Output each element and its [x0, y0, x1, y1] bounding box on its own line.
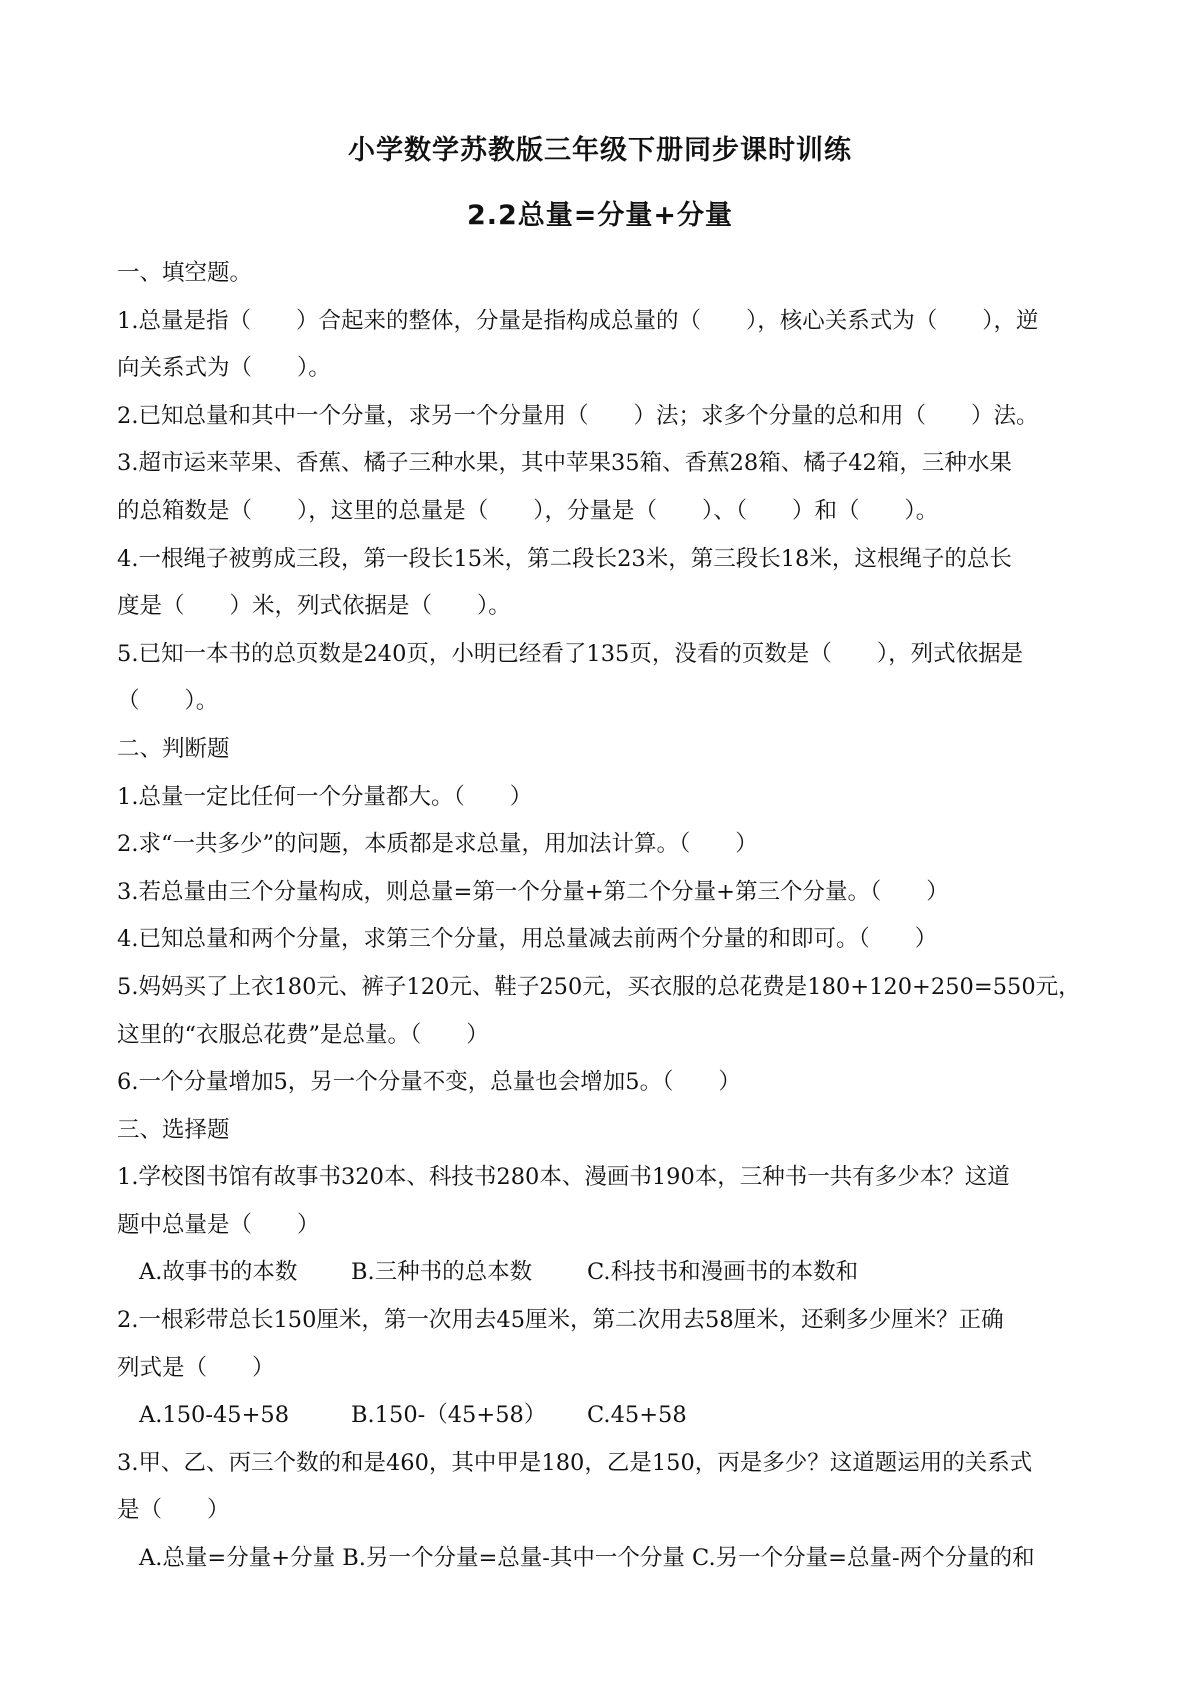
question-line: 1.总量是指（ ）合起来的整体，分量是指构成总量的（ ），核心关系式为（ ），逆 — [117, 307, 1039, 334]
question-line: 这里的“衣服总花费”是总量。（ ） — [117, 1021, 489, 1048]
choice-option: B.150-（45+58） — [351, 1402, 547, 1429]
choice-options-row — [117, 1392, 1097, 1440]
question-line: 1.总量一定比任何一个分量都大。（ ） — [117, 783, 533, 810]
worksheet-body — [117, 250, 1097, 1583]
choice-options-row — [117, 1249, 1097, 1297]
choice-option: C.科技书和漫画书的本数和 — [587, 1259, 859, 1286]
section-heading-multiple-choice: 三、选择题 — [117, 1116, 230, 1143]
question-line: 2.一根彩带总长150厘米，第一次用去45厘米，第二次用去58厘米，还剩多少厘米？正确 — [117, 1307, 1004, 1334]
question-line: 2.已知总量和其中一个分量，求另一个分量用（ ）法；求多个分量的总和用（ ）法。 — [117, 402, 1039, 429]
choice-option: A.150-45+58 — [139, 1402, 290, 1429]
choice-option: C.45+58 — [587, 1402, 687, 1429]
question-line: 3.甲、乙、丙三个数的和是460，其中甲是180，乙是150，丙是多少？这道题运用的关系式 — [117, 1449, 1033, 1476]
section-heading-fill-blank: 一、填空题。 — [117, 260, 253, 286]
question-line: 列式是（ ） — [117, 1354, 275, 1381]
question-line: 向关系式为（ ）。 — [117, 355, 331, 382]
choice-option: A.故事书的本数 — [139, 1259, 298, 1286]
question-line: 2.求“一共多少”的问题，本质都是求总量，用加法计算。（ ） — [117, 831, 758, 858]
question-line: 3.超市运来苹果、香蕉、橘子三种水果，其中苹果35箱、香蕉28箱、橘子42箱，三种水果 — [117, 450, 1012, 477]
choice-options-row: A.总量=分量+分量 B.另一个分量=总量-其中一个分量 C.另一个分量=总量-两个分量的和 — [139, 1545, 1035, 1572]
question-line: 4.已知总量和两个分量，求第三个分量，用总量减去前两个分量的和即可。（ ） — [117, 926, 938, 953]
section-heading-true-false: 二、判断题 — [117, 735, 230, 762]
worksheet-title: 小学数学苏教版三年级下册同步课时训练 — [348, 135, 852, 166]
question-line: 5.已知一本书的总页数是240页，小明已经看了135页，没看的页数是（ ），列式依据是 — [117, 640, 1024, 667]
question-line: 5.妈妈买了上衣180元、裤子120元、鞋子250元，买衣服的总花费是180+120+250=550元， — [117, 973, 1081, 1000]
question-line: 4.一根绳子被剪成三段，第一段长15米，第二段长23米，第三段长18米，这根绳子的总长 — [117, 545, 1012, 572]
choice-option: B.三种书的总本数 — [351, 1259, 533, 1286]
question-line: 3.若总量由三个分量构成，则总量=第一个分量+第二个分量+第三个分量。（ ） — [117, 878, 949, 905]
question-line: （ ）。 — [117, 688, 219, 715]
question-line: 度是（ ）米，列式依据是（ ）。 — [117, 593, 511, 620]
question-line: 1.学校图书馆有故事书320本、科技书280本、漫画书190本，三种书一共有多少本？这道 — [117, 1164, 1010, 1191]
lesson-subtitle: 2.2总量=分量+分量 — [466, 200, 734, 231]
question-line: 6.一个分量增加5，另一个分量不变，总量也会增加5。（ ） — [117, 1069, 741, 1096]
question-line: 题中总量是（ ） — [117, 1211, 320, 1238]
question-line: 是（ ） — [117, 1497, 230, 1524]
question-line: 的总箱数是（ ），这里的总量是（ ），分量是（ ）、（ ）和（ ）。 — [117, 497, 939, 524]
